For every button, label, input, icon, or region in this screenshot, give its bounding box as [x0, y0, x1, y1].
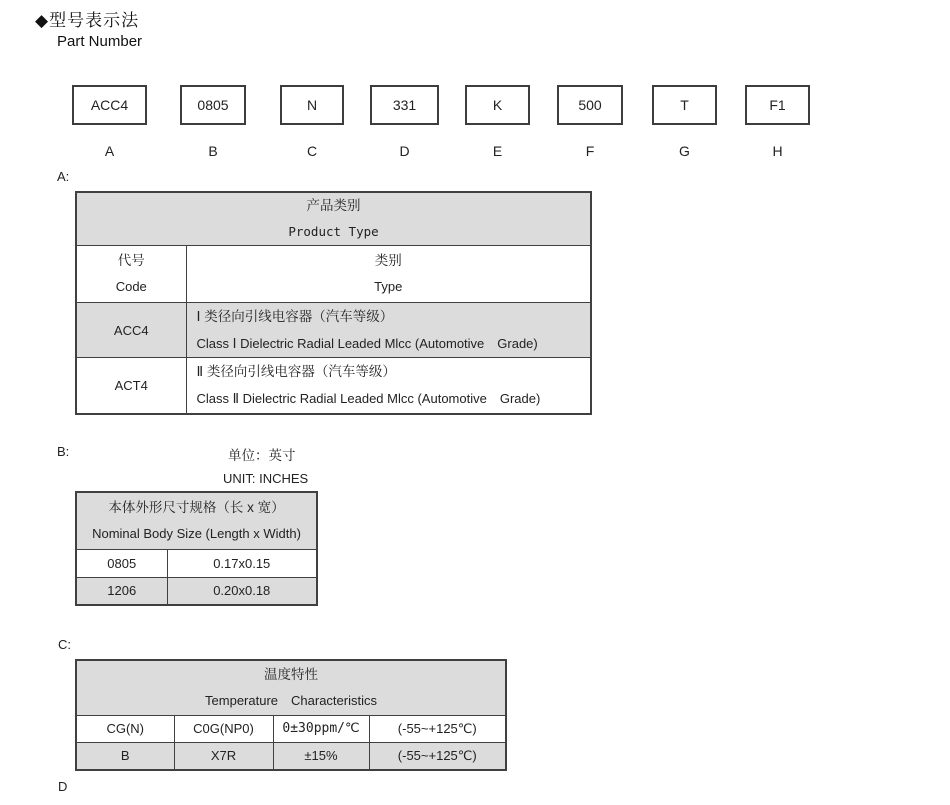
table-row — [76, 303, 591, 358]
temperature-header-en: Temperature Characteristics — [205, 692, 377, 708]
temperature-header-cell — [76, 660, 506, 715]
code-header-en: Code — [115, 279, 147, 294]
table-row — [76, 549, 317, 577]
code-column-header — [76, 246, 186, 303]
part-segment-b — [180, 85, 246, 159]
part-segment-h — [745, 85, 810, 159]
part-code-box: F1 — [745, 85, 810, 125]
body-size-table — [75, 491, 318, 606]
type-cell — [186, 303, 591, 358]
part-letter: F — [585, 143, 595, 159]
part-letter: D — [399, 143, 410, 159]
part-letter: C — [306, 143, 318, 159]
part-letter: A — [104, 143, 115, 159]
size-code-cell: 0805 — [76, 549, 167, 577]
type-cell-cn: Ⅱ 类径向引线电容器（汽车等级） — [196, 364, 396, 380]
part-code-box: T — [652, 85, 717, 125]
table-header-row — [76, 660, 506, 715]
code-header-cn: 代号 — [117, 253, 145, 268]
tc-tolerance-cell: 0±30ppm/℃ — [273, 715, 369, 742]
code-cell: ACC4 — [76, 303, 186, 358]
table-row — [76, 742, 506, 770]
size-dim-cell: 0.20x0.18 — [167, 577, 317, 605]
body-size-header-en: Nominal Body Size (Length x Width) — [92, 525, 301, 541]
part-code-box: 0805 — [180, 85, 246, 125]
unit-note-en: UNIT: INCHES — [223, 471, 309, 486]
part-segment-a — [72, 85, 147, 159]
tc-code-cell: CG(N) — [76, 715, 174, 742]
part-segment-d — [370, 85, 439, 159]
part-letter: B — [208, 143, 218, 159]
type-cell-cn: Ⅰ 类径向引线电容器（汽车等级） — [196, 309, 394, 324]
part-segment-f — [557, 85, 623, 159]
unit-note-cn: 单位：英寸 — [228, 448, 296, 463]
type-column-header — [186, 246, 591, 303]
body-size-header-cell — [76, 492, 317, 549]
part-code-box: 331 — [370, 85, 439, 125]
section-c-label: C: — [58, 637, 71, 652]
part-letter: G — [679, 143, 690, 159]
type-cell-en: Class Ⅱ Dielectric Radial Leaded Mlcc (Automotive Grade) — [196, 391, 541, 407]
part-code-box: K — [465, 85, 530, 125]
section-b-label: B: — [57, 444, 70, 459]
code-cell: ACT4 — [76, 358, 186, 414]
product-type-header-cell — [76, 192, 591, 246]
tc-eia-cell: X7R — [174, 742, 273, 770]
body-size-header-cn: 本体外形尺寸规格（长 x 宽） — [108, 499, 285, 515]
part-code-box: 500 — [557, 85, 623, 125]
table-header-row — [76, 492, 317, 549]
type-cell-en: Class Ⅰ Dielectric Radial Leaded Mlcc (Automotive Grade) — [196, 336, 538, 351]
tc-tolerance-cell: ±15% — [273, 742, 369, 770]
product-type-table — [75, 191, 592, 415]
part-letter: E — [492, 143, 503, 159]
diamond-bullet-icon: ◆ — [35, 11, 50, 30]
size-code-cell: 1206 — [76, 577, 167, 605]
size-dim-cell: 0.17x0.15 — [167, 549, 317, 577]
tc-range-cell: (-55~+125℃) — [369, 742, 506, 770]
type-header-cn: 类别 — [374, 253, 402, 268]
part-segment-e — [465, 85, 530, 159]
page-title-cn: 型号表示法 — [49, 11, 140, 30]
table-row — [76, 715, 506, 742]
section-d-label: D — [58, 779, 68, 794]
table-subheader-row — [76, 246, 591, 303]
section-a-label: A: — [57, 169, 70, 184]
part-letter: H — [772, 143, 783, 159]
product-type-header-en: Product Type — [288, 224, 379, 239]
part-code-box: ACC4 — [72, 85, 147, 125]
tc-eia-cell: C0G(NP0) — [174, 715, 273, 742]
type-header-en: Type — [374, 279, 403, 294]
temperature-header-cn: 温度特性 — [264, 666, 318, 682]
table-header-row — [76, 192, 591, 246]
page-title-en: Part Number — [57, 33, 143, 50]
table-row — [76, 358, 591, 414]
type-cell — [186, 358, 591, 414]
part-segment-g — [652, 85, 717, 159]
temperature-characteristics-table — [75, 659, 507, 771]
part-code-box: N — [280, 85, 344, 125]
product-type-header-cn: 产品类别 — [306, 198, 361, 213]
part-segment-c — [280, 85, 344, 159]
tc-code-cell: B — [76, 742, 174, 770]
page-title — [35, 6, 139, 31]
table-row — [76, 577, 317, 605]
tc-range-cell: (-55~+125℃) — [369, 715, 506, 742]
